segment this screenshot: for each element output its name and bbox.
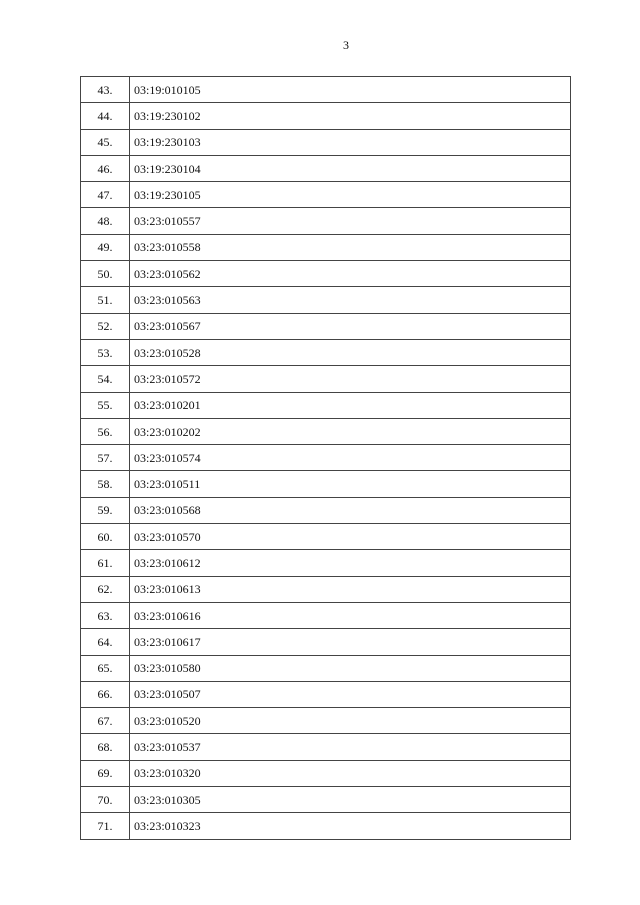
row-number: 63. (81, 602, 130, 628)
cadastral-code: 03:23:010520 (130, 708, 571, 734)
cadastral-code: 03:23:010612 (130, 550, 571, 576)
table-row (81, 287, 571, 313)
table-row (81, 103, 571, 129)
row-number: 59. (81, 497, 130, 523)
row-number: 46. (81, 155, 130, 181)
table-row (81, 234, 571, 260)
row-number: 43. (81, 77, 130, 103)
table-row (81, 602, 571, 628)
row-number: 64. (81, 629, 130, 655)
cadastral-code: 03:23:010507 (130, 681, 571, 707)
table-row (81, 813, 571, 839)
row-number: 53. (81, 339, 130, 365)
cadastral-code: 03:23:010537 (130, 734, 571, 760)
row-number: 62. (81, 576, 130, 602)
row-number: 51. (81, 287, 130, 313)
cadastral-code: 03:23:010320 (130, 760, 571, 786)
cadastral-code: 03:23:010616 (130, 602, 571, 628)
row-number: 44. (81, 103, 130, 129)
row-number: 50. (81, 261, 130, 287)
table-row (81, 261, 571, 287)
table-row (81, 155, 571, 181)
table-row (81, 681, 571, 707)
row-number: 68. (81, 734, 130, 760)
row-number: 61. (81, 550, 130, 576)
table-row (81, 182, 571, 208)
table-body (81, 77, 571, 840)
table-row (81, 366, 571, 392)
cadastral-code: 03:23:010562 (130, 261, 571, 287)
row-number: 70. (81, 787, 130, 813)
cadastral-code: 03:19:230102 (130, 103, 571, 129)
table-row (81, 629, 571, 655)
cadastral-code: 03:23:010557 (130, 208, 571, 234)
row-number: 54. (81, 366, 130, 392)
row-number: 67. (81, 708, 130, 734)
row-number: 60. (81, 524, 130, 550)
cadastral-code: 03:23:010617 (130, 629, 571, 655)
row-number: 69. (81, 760, 130, 786)
table-row (81, 471, 571, 497)
row-number: 45. (81, 129, 130, 155)
table-row (81, 576, 571, 602)
cadastral-code: 03:23:010563 (130, 287, 571, 313)
page-number: 3 (343, 38, 349, 52)
table-row (81, 77, 571, 103)
table-row (81, 445, 571, 471)
row-number: 52. (81, 313, 130, 339)
cadastral-table (80, 76, 571, 840)
cadastral-code: 03:23:010201 (130, 392, 571, 418)
row-number: 47. (81, 182, 130, 208)
table-row (81, 339, 571, 365)
row-number: 49. (81, 234, 130, 260)
cadastral-code: 03:23:010202 (130, 418, 571, 444)
cadastral-code: 03:23:010567 (130, 313, 571, 339)
cadastral-code: 03:23:010580 (130, 655, 571, 681)
row-number: 55. (81, 392, 130, 418)
cadastral-code: 03:23:010574 (130, 445, 571, 471)
table-row (81, 708, 571, 734)
cadastral-code: 03:23:010511 (130, 471, 571, 497)
cadastral-code: 03:23:010572 (130, 366, 571, 392)
table-row (81, 760, 571, 786)
table-row (81, 524, 571, 550)
data-table (80, 76, 571, 840)
cadastral-code: 03:19:230104 (130, 155, 571, 181)
row-number: 48. (81, 208, 130, 234)
cadastral-code: 03:19:230105 (130, 182, 571, 208)
cadastral-code: 03:23:010323 (130, 813, 571, 839)
cadastral-code: 03:23:010558 (130, 234, 571, 260)
table-row (81, 787, 571, 813)
cadastral-code: 03:23:010305 (130, 787, 571, 813)
row-number: 71. (81, 813, 130, 839)
table-row (81, 550, 571, 576)
table-row (81, 418, 571, 444)
table-row (81, 313, 571, 339)
cadastral-code: 03:23:010568 (130, 497, 571, 523)
table-row (81, 392, 571, 418)
row-number: 56. (81, 418, 130, 444)
cadastral-code: 03:23:010528 (130, 339, 571, 365)
cadastral-code: 03:23:010570 (130, 524, 571, 550)
row-number: 66. (81, 681, 130, 707)
table-row (81, 208, 571, 234)
table-row (81, 655, 571, 681)
cadastral-code: 03:19:010105 (130, 77, 571, 103)
cadastral-code: 03:23:010613 (130, 576, 571, 602)
table-row (81, 734, 571, 760)
cadastral-code: 03:19:230103 (130, 129, 571, 155)
row-number: 65. (81, 655, 130, 681)
table-row (81, 497, 571, 523)
row-number: 58. (81, 471, 130, 497)
row-number: 57. (81, 445, 130, 471)
table-row (81, 129, 571, 155)
